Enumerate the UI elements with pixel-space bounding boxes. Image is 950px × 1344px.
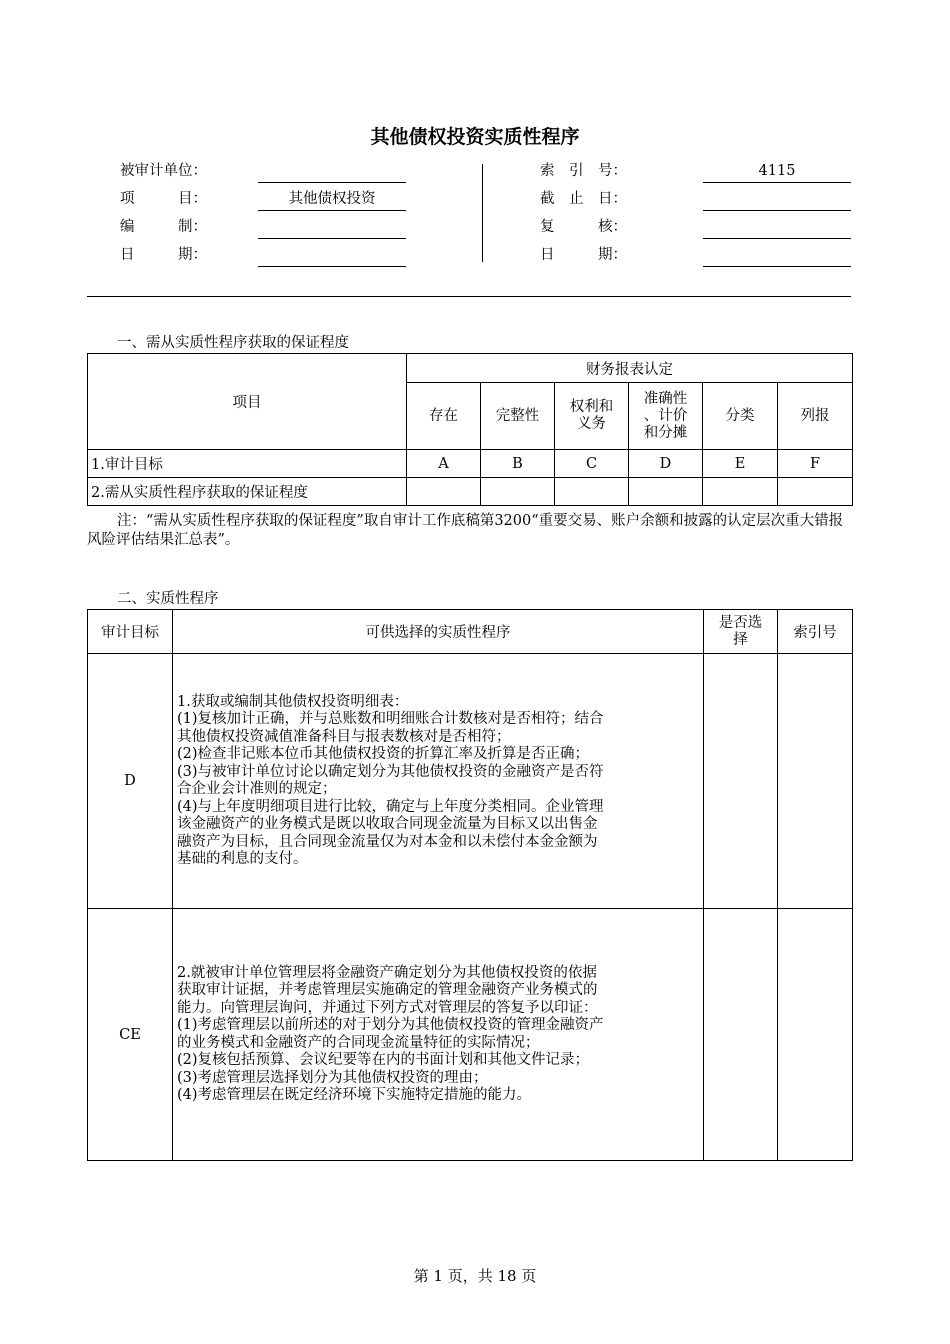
procedure-text: [173, 909, 704, 1161]
procedure-line: 基础的利息的支付。: [177, 851, 308, 867]
header-label-cutoff: 截 止 日：: [540, 191, 627, 207]
input-cell[interactable]: [481, 478, 555, 506]
assurance-table: [87, 353, 853, 506]
procedure-line: (4)与上年度明细项目进行比较，确定与上年度分类相同。企业管理: [177, 798, 604, 815]
cell: D: [629, 450, 703, 478]
col-header-selected: [704, 610, 778, 654]
procedure-line: 1.获取或编制其他债权投资明细表：: [177, 693, 409, 710]
cell: E: [703, 450, 778, 478]
text-line: 义务: [577, 416, 606, 432]
procedure-line: 其他债权投资减值准备科目与报表数核对是否相符；: [177, 728, 511, 745]
text-line: 列报: [800, 407, 830, 424]
header-label-review-date: 日 期：: [540, 247, 627, 263]
cell: C: [555, 450, 629, 478]
header-label-reviewer: 复 核：: [540, 219, 627, 235]
assertion-completeness: [481, 383, 555, 450]
procedure-target: CE: [88, 909, 173, 1161]
assurance-item-header: 项目: [88, 354, 407, 450]
table-row: [88, 909, 853, 1161]
header-value-cutoff[interactable]: [703, 188, 851, 211]
assurance-group-header: 财务报表认定: [407, 354, 853, 383]
input-cell[interactable]: [555, 478, 629, 506]
procedure-line: (2)检查非记账本位币其他债权投资的折算汇率及折算是否正确；: [177, 746, 590, 762]
assertion-valuation: [629, 383, 703, 450]
input-cell[interactable]: [629, 478, 703, 506]
header-label-date: 日 期：: [120, 247, 207, 263]
procedure-line: (3)与被审计单位讨论以确定划分为其他债权投资的金融资产是否符: [177, 763, 604, 780]
input-cell[interactable]: [703, 478, 778, 506]
text-line: 和分摊: [643, 424, 688, 441]
section1-heading: 一、需从实质性程序获取的保证程度: [117, 335, 349, 351]
assertion-rights: [555, 383, 629, 450]
text-line: 分类: [725, 407, 755, 424]
assertion-classification: [703, 383, 778, 450]
header-value-index[interactable]: 4115: [703, 160, 851, 183]
header-value-client[interactable]: [258, 160, 406, 183]
procedure-line: 能力。向管理层询问，并通过下列方式对管理层的答复予以印证：: [177, 999, 598, 1016]
input-cell[interactable]: [778, 478, 853, 506]
procedure-line: 融资产为目标，且合同现金流量仅为对本金和以未偿付本金金额为: [177, 833, 598, 850]
index-cell[interactable]: [778, 909, 853, 1161]
procedures-table: [87, 609, 853, 1161]
procedure-line: (1)考虑管理层以前所述的对于划分为其他债权投资的管理金融资产: [177, 1017, 604, 1033]
selected-cell[interactable]: [704, 909, 778, 1161]
header-label-index: 索 引 号：: [540, 163, 627, 179]
assertion-existence: [407, 383, 481, 450]
procedure-line: 获取审计证据，并考虑管理层实施确定的管理金融资产业务模式的: [177, 982, 598, 998]
text-line: 存在: [429, 407, 458, 424]
procedure-line: (3)考虑管理层选择划分为其他债权投资的理由；: [177, 1069, 488, 1086]
text-line: 是否选: [718, 614, 763, 631]
text-line: 、计价: [643, 407, 688, 424]
procedure-line: 的业务模式和金融资产的合同现金流量特征的实际情况；: [177, 1034, 540, 1051]
col-header-index: 索引号: [778, 610, 853, 654]
header-label-client: 被审计单位：: [120, 163, 207, 179]
col-header-target: 审计目标: [88, 610, 173, 654]
text-line: 权利和: [569, 399, 614, 415]
procedure-line: 该金融资产的业务模式是既以收取合同现金流量为目标又以出售金: [177, 816, 598, 832]
header-value-reviewer[interactable]: [703, 216, 851, 239]
header-value-preparer[interactable]: [258, 216, 406, 239]
text-line: 择: [733, 631, 748, 648]
text-line: 完整性: [495, 407, 540, 424]
procedure-line: (2)复核包括预算、会议纪要等在内的书面计划和其他文件记录；: [177, 1052, 590, 1068]
table-row: [88, 478, 853, 506]
selected-cell[interactable]: [704, 654, 778, 909]
header-value-date[interactable]: [258, 244, 406, 267]
section2-heading: 二、实质性程序: [117, 591, 219, 607]
section1-note: 注：“需从实质性程序获取的保证程度”取自审计工作底稿第3200“重要交易、账户余额和披露的认定层次重大错报风险评估结果汇总表”。: [87, 513, 844, 548]
header-divider: [482, 164, 483, 262]
row-label-assurance-level: 2.需从实质性程序获取的保证程度: [88, 478, 407, 506]
col-header-procedure: 可供选择的实质性程序: [173, 610, 704, 654]
assertion-presentation: [778, 383, 853, 450]
header-bottom-rule: [87, 296, 851, 297]
page-footer: 第 1 页，共 18 页: [413, 1267, 537, 1285]
header-label-preparer: 编 制：: [120, 219, 207, 235]
index-cell[interactable]: [778, 654, 853, 909]
procedure-line: 合企业会计准则的规定；: [177, 781, 337, 797]
table-row: [88, 654, 853, 909]
procedure-line: (1)复核加计正确，并与总账数和明细账合计数核对是否相符；结合: [177, 711, 604, 727]
table-row: [88, 450, 853, 478]
header-value-project[interactable]: 其他债权投资: [258, 188, 406, 211]
cell: A: [407, 450, 481, 478]
procedure-text: [173, 654, 704, 909]
page-title: 其他债权投资实质性程序: [370, 126, 580, 148]
cell: F: [778, 450, 853, 478]
text-line: 准确性: [643, 390, 688, 407]
procedure-line: (4)考虑管理层在既定经济环境下实施特定措施的能力。: [177, 1087, 532, 1103]
row-label-audit-objective: 1.审计目标: [88, 450, 407, 478]
procedure-target: D: [88, 654, 173, 909]
header-label-project: 项 目：: [120, 191, 207, 207]
input-cell[interactable]: [407, 478, 481, 506]
cell: B: [481, 450, 555, 478]
procedure-line: 2.就被审计单位管理层将金融资产确定划分为其他债权投资的依据: [177, 964, 597, 981]
header-value-review-date[interactable]: [703, 244, 851, 267]
